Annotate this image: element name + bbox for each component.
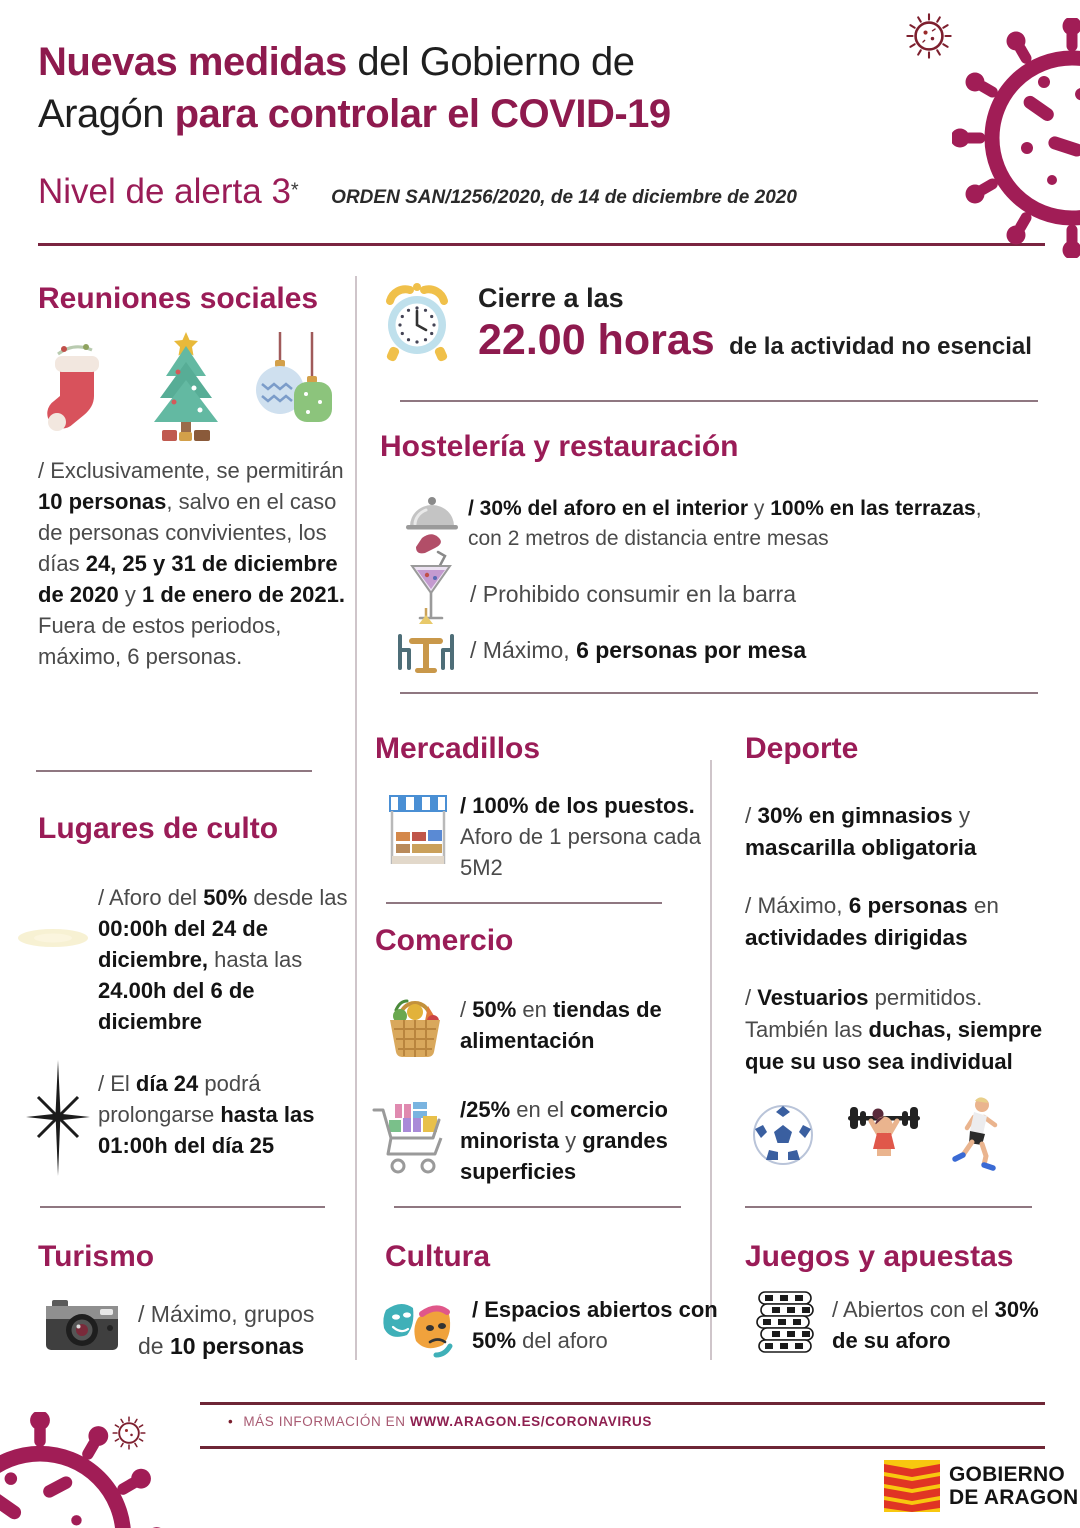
divider — [394, 1206, 681, 1208]
shopping-cart-icon — [368, 1096, 452, 1182]
virus-small-icon — [903, 10, 955, 62]
section-title-deporte: Deporte — [745, 732, 859, 765]
ornaments-icon — [250, 332, 334, 440]
cultura-item: / Espacios abiertos con 50% del aforo — [472, 1297, 718, 1353]
footer-line — [200, 1446, 1045, 1449]
column-divider — [355, 276, 357, 1360]
footer-line — [200, 1402, 1045, 1405]
aragon-flag-icon — [884, 1460, 940, 1512]
bethlehem-star-icon — [24, 1060, 92, 1176]
section-title-turismo: Turismo — [38, 1240, 155, 1273]
runner-icon — [948, 1096, 1002, 1174]
alarm-clock-icon — [378, 281, 456, 365]
cierre-time: 22.00 horas — [478, 316, 715, 364]
food-basket-icon — [382, 990, 448, 1060]
christmas-tree-icon — [142, 330, 230, 442]
page-title: Nuevas medidas del Gobierno de Aragón para controlar el COVID-19 — [38, 40, 671, 136]
section-title-comercio: Comercio — [375, 924, 514, 957]
divider — [400, 400, 1038, 402]
turismo-item: / Máximo, grupos de 10 personas — [138, 1301, 315, 1359]
bullet-icon: • — [228, 1414, 234, 1429]
divider — [386, 902, 662, 904]
footer-url: WWW.ARAGON.ES/CORONAVIRUS — [410, 1414, 652, 1429]
market-stall-icon — [386, 792, 450, 870]
deporte-item-1: / 30% en gimnasios y mascarilla obligatoria — [745, 803, 977, 860]
alert-asterisk: * — [290, 179, 299, 202]
culto-item-1: / Aforo del 50% desde las 00:00h del 24 de diciembre, hasta las 24.00h del 6 de diciembre — [98, 885, 348, 1034]
cierre-tail: de la actividad no esencial — [729, 333, 1032, 360]
divider — [36, 770, 312, 772]
poker-chips-icon — [754, 1290, 816, 1358]
virus-large-icon — [952, 18, 1080, 258]
cierre-block — [478, 283, 1032, 365]
hosteleria-item-2: / Prohibido consumir en la barra — [470, 581, 796, 607]
comercio-item-2: /25% en el comercio minorista y grandes superficies — [460, 1097, 668, 1184]
theater-masks-icon — [380, 1292, 462, 1362]
deporte-item-3: / Vestuarios permitidos. También las duchas, siempre que su uso sea individual — [745, 985, 1043, 1074]
section-title-mercadillos: Mercadillos — [375, 732, 541, 765]
divider — [745, 1206, 1032, 1208]
alert-level-row — [38, 172, 797, 212]
alert-level: Nivel de alerta 3 — [38, 172, 291, 211]
comercio-item-1: / 50% en tiendas de alimentación — [460, 997, 662, 1053]
order-reference: ORDEN SAN/1256/2020, de 14 de diciembre de 2020 — [331, 187, 797, 208]
weightlifter-icon — [846, 1100, 922, 1170]
divider — [400, 692, 1038, 694]
section-title-hosteleria: Hostelería y restauración — [380, 430, 739, 463]
hosteleria-item-1: / 30% del aforo en el interior y 100% en las terrazas, con 2 metros de distancia entre mesas — [468, 497, 982, 550]
logo-text: GOBIERNO DE ARAGON — [949, 1463, 1079, 1509]
header-rule — [38, 243, 1045, 246]
stocking-icon — [42, 336, 112, 440]
soccer-ball-icon — [752, 1104, 814, 1166]
gobierno-aragon-logo — [884, 1460, 1078, 1512]
section-title-juegos: Juegos y apuestas — [745, 1240, 1014, 1273]
mercadillos-item: / 100% de los puestos. Aforo de 1 persona cada 5M2 — [460, 793, 701, 880]
footer-info: • MÁS INFORMACIÓN EN WWW.ARAGON.ES/CORONAVIRUS — [228, 1414, 652, 1429]
juegos-item: / Abiertos con el 30% de su aforo — [832, 1297, 1039, 1353]
camera-icon — [44, 1296, 120, 1356]
culto-item-2: / El día 24 podrá prolongarse hasta las 01:00h del día 25 — [98, 1071, 315, 1158]
cloche-icon — [404, 492, 460, 556]
reuniones-text: / Exclusivamente, se permitirán 10 personas, salvo en el caso de personas convivientes, los días 24, 25 y 31 de diciembre de 2020 y 1 de enero de 2021. Fuera de estos periodos, máximo, 6 personas. — [38, 458, 345, 669]
section-title-cultura: Cultura — [385, 1240, 490, 1273]
section-title-culto: Lugares de culto — [38, 812, 279, 845]
cierre-lead: Cierre a las — [478, 283, 624, 313]
divider — [40, 1206, 325, 1208]
section-title-reuniones: Reuniones sociales — [38, 282, 319, 315]
virus-small-icon — [110, 1414, 148, 1452]
table-chairs-icon — [392, 608, 460, 682]
deporte-item-2: / Máximo, 6 personas en actividades dirigidas — [745, 893, 999, 950]
hosteleria-item-3: / Máximo, 6 personas por mesa — [470, 637, 807, 663]
candle-glow-icon — [16, 916, 90, 960]
